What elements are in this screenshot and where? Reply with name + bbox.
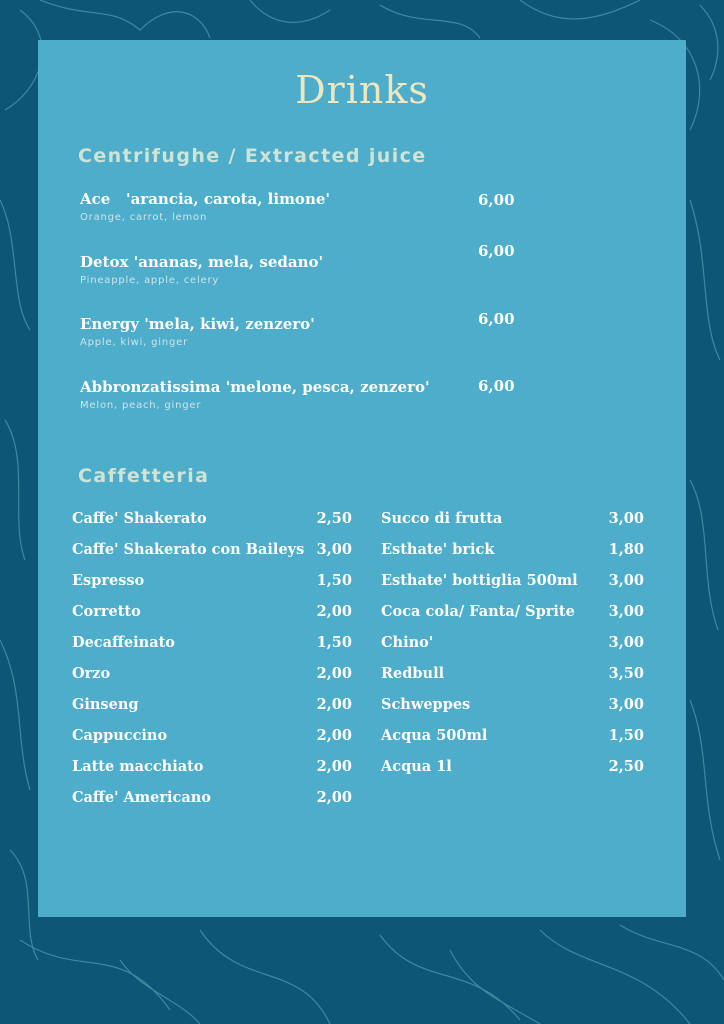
item-price: 1,50 xyxy=(316,572,352,589)
item-name: Acqua 500ml xyxy=(381,727,488,744)
item-name: Caffe' Shakerato xyxy=(72,510,207,527)
item-price: 3,00 xyxy=(316,541,352,558)
menu-row xyxy=(381,756,644,787)
item-name: Coca cola/ Fanta/ Sprite xyxy=(381,603,575,620)
juice-price: 6,00 xyxy=(478,242,515,260)
item-name: Corretto xyxy=(72,603,141,620)
menu-row xyxy=(381,539,644,570)
juice-translation: Apple, kiwi, ginger xyxy=(80,337,188,348)
item-price: 3,00 xyxy=(608,510,644,527)
juice-item xyxy=(80,378,540,411)
juice-translation: Melon, peach, ginger xyxy=(80,400,202,411)
menu-row xyxy=(72,539,352,570)
juice-name: Detox 'ananas, mela, sedano' xyxy=(80,253,324,271)
item-price: 2,00 xyxy=(316,789,352,806)
menu-row xyxy=(381,508,644,539)
item-name: Caffe' Americano xyxy=(72,789,211,806)
menu-row xyxy=(72,787,352,818)
juice-item xyxy=(80,190,540,223)
item-name: Ginseng xyxy=(72,696,139,713)
menu-row xyxy=(381,570,644,601)
menu-row xyxy=(381,725,644,756)
menu-row xyxy=(72,663,352,694)
juice-price: 6,00 xyxy=(478,377,515,395)
juice-translation: Pineapple, apple, celery xyxy=(80,275,220,286)
item-price: 1,50 xyxy=(316,634,352,651)
item-name: Cappuccino xyxy=(72,727,168,744)
menu-row xyxy=(381,632,644,663)
juice-name: Abbronzatissima 'melone, pesca, zenzero' xyxy=(80,378,430,396)
menu-row xyxy=(381,663,644,694)
item-name: Redbull xyxy=(381,665,445,682)
caffetteria-left-column xyxy=(72,508,352,818)
item-price: 2,00 xyxy=(316,665,352,682)
juice-name: Ace 'arancia, carota, limone' xyxy=(80,190,330,208)
juice-section-title: Centrifughe / Extracted juice xyxy=(78,145,427,167)
menu-row xyxy=(72,632,352,663)
item-name: Chino' xyxy=(381,634,434,651)
caffetteria-right-column xyxy=(381,508,644,787)
juice-item xyxy=(80,315,540,348)
item-price: 2,00 xyxy=(316,727,352,744)
item-name: Esthate' bottiglia 500ml xyxy=(381,572,578,589)
item-name: Decaffeinato xyxy=(72,634,175,651)
item-name: Acqua 1l xyxy=(381,758,452,775)
item-price: 1,80 xyxy=(608,541,644,558)
item-name: Espresso xyxy=(72,572,145,589)
menu-row xyxy=(72,570,352,601)
caffetteria-section-title: Caffetteria xyxy=(78,465,210,487)
juice-price: 6,00 xyxy=(478,191,515,209)
menu-row xyxy=(72,694,352,725)
item-price: 3,00 xyxy=(608,634,644,651)
juice-translation: Orange, carrot, lemon xyxy=(80,212,208,223)
item-name: Schweppes xyxy=(381,696,471,713)
item-name: Latte macchiato xyxy=(72,758,204,775)
item-price: 3,00 xyxy=(608,572,644,589)
item-price: 2,00 xyxy=(316,758,352,775)
item-price: 1,50 xyxy=(608,727,644,744)
page-title: Drinks xyxy=(295,68,429,112)
menu-row xyxy=(381,694,644,725)
juice-price: 6,00 xyxy=(478,310,515,328)
menu-row xyxy=(72,725,352,756)
item-price: 3,50 xyxy=(608,665,644,682)
menu-row xyxy=(72,601,352,632)
item-price: 3,00 xyxy=(608,696,644,713)
menu-row xyxy=(72,508,352,539)
item-price: 2,50 xyxy=(608,758,644,775)
item-name: Esthate' brick xyxy=(381,541,495,558)
item-name: Orzo xyxy=(72,665,111,682)
item-price: 2,00 xyxy=(316,696,352,713)
item-price: 3,00 xyxy=(608,603,644,620)
item-price: 2,00 xyxy=(316,603,352,620)
menu-row xyxy=(381,601,644,632)
item-name: Succo di frutta xyxy=(381,510,503,527)
juice-name: Energy 'mela, kiwi, zenzero' xyxy=(80,315,315,333)
item-price: 2,50 xyxy=(316,510,352,527)
menu-row xyxy=(72,756,352,787)
juice-item xyxy=(80,253,540,286)
item-name: Caffe' Shakerato con Baileys xyxy=(72,541,305,558)
